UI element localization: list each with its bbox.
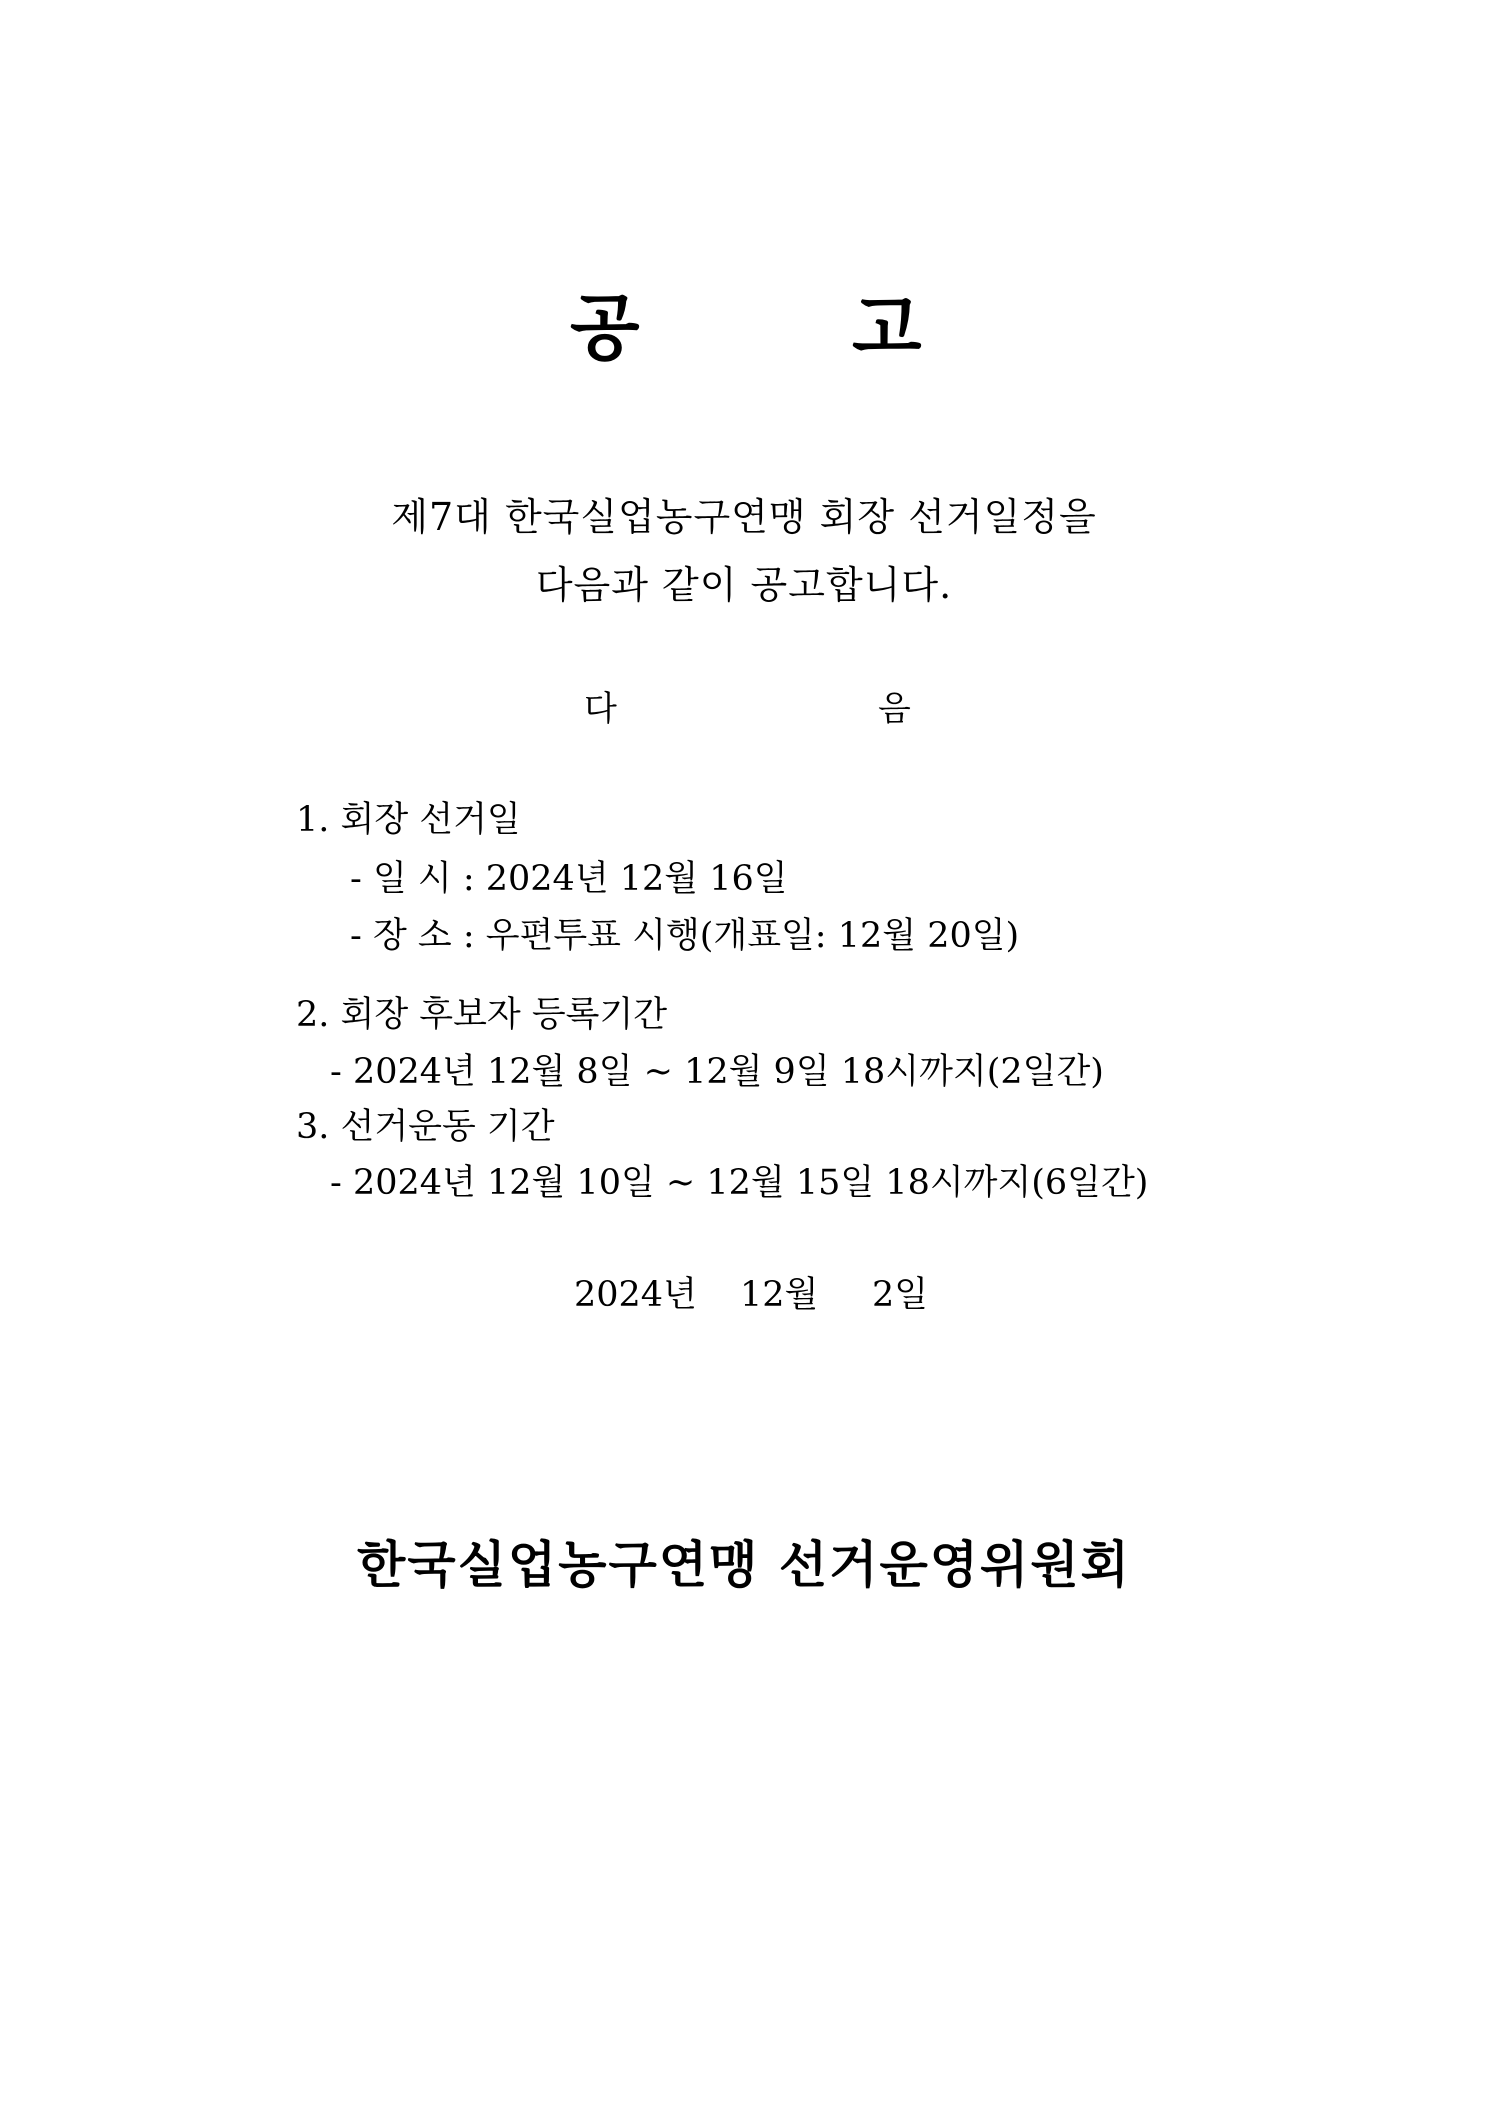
- notice-date-year: 2024년: [574, 1275, 697, 1315]
- notice-date-day: 2일: [872, 1275, 929, 1315]
- below-heading-char-1: 다: [584, 689, 617, 729]
- intro-line-2: 다음과 같이 공고합니다.: [535, 563, 953, 607]
- section-3-line-1: - 2024년 12월 10일 ~ 12월 15일 18시까지(6일간): [330, 1163, 1149, 1203]
- intro-line-1: 제7대 한국실업농구연맹 회장 선거일정을: [391, 495, 1097, 539]
- issuing-organization: 한국실업농구연맹 선거운영위원회: [357, 1535, 1131, 1594]
- section-1-line-2: - 장 소 : 우편투표 시행(개표일: 12월 20일): [350, 916, 1020, 956]
- notice-title-char-1: 공: [570, 285, 640, 370]
- section-3-heading: 3. 선거운동 기간: [296, 1107, 555, 1147]
- section-2-line-1: - 2024년 12월 8일 ~ 12월 9일 18시까지(2일간): [330, 1052, 1104, 1092]
- section-1-line-1: - 일 시 : 2024년 12월 16일: [350, 859, 788, 899]
- notice-date-month: 12월: [740, 1275, 819, 1315]
- section-2-heading: 2. 회장 후보자 등록기간: [296, 995, 668, 1035]
- notice-title-char-2: 고: [852, 285, 922, 370]
- section-1-heading: 1. 회장 선거일: [296, 800, 521, 840]
- below-heading-char-2: 음: [878, 689, 911, 729]
